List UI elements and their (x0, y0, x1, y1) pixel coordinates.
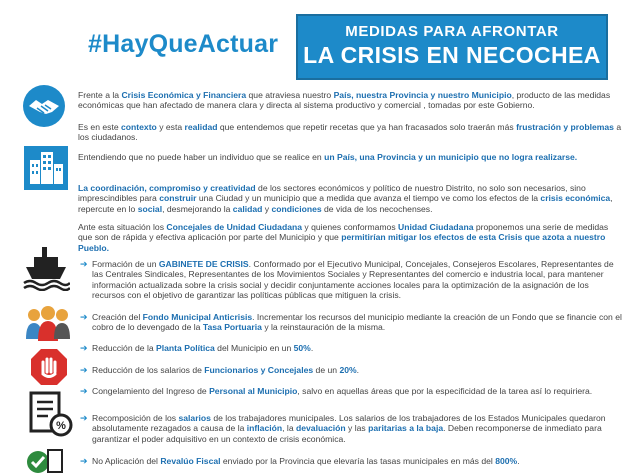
body-text: Creación del (92, 312, 143, 322)
highlighted-text: permitirían mitigar los efectos de esta Crisis que azota a nuestro Pueblo. (78, 232, 606, 253)
body-text: y las (345, 423, 369, 434)
highlighted-text: 800% (495, 456, 518, 466)
body-text: y (262, 203, 272, 214)
highlighted-text: salarios (178, 413, 211, 423)
measure-item-6 (80, 413, 622, 444)
body-text: Es en este (78, 122, 121, 132)
highlighted-text: GABINETE DE CRISIS (158, 259, 249, 269)
arrow-icon: ➔ (80, 259, 88, 269)
highlighted-text: Tasa Portuaria (202, 322, 262, 333)
highlighted-text: Crisis Económica y Financiera (121, 90, 247, 100)
buildings-icon (24, 146, 68, 190)
body-text: una Ciudad y un municipio que a medida que avanza el tiempo ve como los efectos de la (196, 193, 541, 204)
arrow-icon: ➔ (80, 413, 88, 423)
body-text: y quienes conformamos (302, 222, 399, 232)
highlighted-text: contexto (121, 122, 157, 132)
intro-paragraph-2 (78, 122, 623, 143)
intro-paragraph-4 (78, 183, 623, 214)
stop-hand-icon (30, 348, 68, 386)
body-text: No Aplicación del (92, 456, 161, 466)
highlighted-text: 20% (339, 365, 357, 375)
body-text: de los sectores económicos y político de nuestro Distrito, no solo son necesarios, sino imprescindibles para (78, 183, 586, 204)
highlighted-text: Unidad Ciudadana (398, 222, 474, 232)
title-banner (296, 14, 608, 80)
banner-line-2: LA CRISIS EN NECOCHEA (303, 42, 601, 68)
highlighted-text: inflación (246, 423, 283, 434)
body-text: y esta (156, 122, 185, 132)
highlighted-text: Fondo Municipal Anticrisis (142, 312, 253, 322)
banner-line-1: MEDIDAS PARA AFRONTAR (345, 23, 559, 40)
intro-paragraph-5 (78, 222, 623, 253)
body-text: . Deben recomponerse de inmediato para garantizar el poder adquisitivo en un contexto de crisis económica. (92, 423, 602, 444)
highlighted-text: paritarias a la baja (368, 423, 444, 434)
highlighted-text: País, nuestra Provincia y nuestro Municipio (333, 90, 512, 100)
percent-document-icon (28, 390, 74, 438)
body-text: del Municipio en un (214, 343, 294, 353)
body-text: . Incrementar los recursos del municipio mediante la creación de un Fondo que se financie con el cobro de lo devengado de la (92, 312, 622, 333)
highlighted-text: realidad (184, 122, 218, 132)
body-text: . (517, 456, 520, 466)
highlighted-text: calidad (232, 203, 263, 214)
body-text: de vida de los necochenses. (321, 203, 433, 214)
body-text: Recomposición de los (92, 413, 179, 423)
body-text: , salvo en aquellas áreas que por la especificidad de la tarea así lo requiriera. (297, 386, 593, 396)
arrow-icon: ➔ (80, 456, 88, 466)
body-text: de los trabajadores municipales. Los salarios de los trabajadores de los Estados Municipales quedaron absolutamente rezagados a causa de la (92, 413, 606, 434)
highlighted-text: devaluación (296, 423, 346, 434)
highlighted-text: frustración y problemas (516, 122, 614, 132)
body-text: , desmejorando la (162, 203, 233, 214)
body-text: , repercute en lo (78, 193, 613, 214)
highlighted-text: La coordinación, compromiso y creatividad (78, 183, 256, 193)
body-text: Frente a la (78, 90, 122, 100)
body-text: a los ciudadanos. (78, 122, 622, 143)
body-text: y la reinstauración de la misma. (261, 322, 386, 333)
body-text: enviado por la Provincia que elevaría las tasas municipales en más del (220, 456, 496, 466)
body-text: que entendemos que repetir recetas que ya han fracasados solo traerán más (217, 122, 517, 132)
body-text: , producto de las medidas económicas que han afectado de manera clara y directa al sistema productivo y comercial , tomadas por este Gobierno. (78, 90, 611, 111)
svg-text:%: % (56, 420, 66, 432)
body-text: . Conformado por el Ejecutivo Municipal, Concejales, Consejeros Escolares, Representantes de las Centrales Sindicales, Representantes de los Movimientos Sociales y Representantes del comercio e industria local, para mantener información actualizada sobre la crisis social y decidir conjuntamente acciones locales para la optimización de la asignación de los recursos con el objetivo de garantizar las políticas públicas que mitiguen la crisis. (92, 259, 614, 301)
highlighted-text: social (137, 203, 163, 214)
highlighted-text: Funcionarios y Concejales (204, 365, 314, 375)
intro-paragraph-1 (78, 90, 623, 111)
handshake-icon (22, 84, 66, 128)
hashtag-title: #HayQueActuar (88, 30, 279, 58)
body-text: Congelamiento del Ingreso de (92, 386, 210, 396)
measure-item-3 (80, 343, 622, 353)
body-text: que atraviesa nuestro (246, 90, 334, 100)
measure-item-1 (80, 259, 622, 301)
body-text: Formación de un (92, 259, 159, 269)
body-text: de un (313, 365, 340, 375)
measure-item-2 (80, 312, 622, 333)
body-text: . (310, 343, 314, 353)
highlighted-text: Revalúo Fiscal (160, 456, 221, 466)
body-text: Ante esta situación los (78, 222, 167, 232)
body-text: Entendiendo que no puede haber un individuo que se realice en (78, 152, 325, 162)
measure-item-4 (80, 365, 622, 375)
measure-item-7 (80, 456, 622, 466)
ship-icon (22, 243, 70, 291)
arrow-icon: ➔ (80, 386, 88, 396)
people-group-icon (24, 303, 72, 343)
intro-paragraph-3 (78, 152, 623, 162)
check-document-icon (26, 446, 66, 474)
body-text: . (356, 365, 360, 375)
arrow-icon: ➔ (80, 365, 88, 375)
highlighted-text: crisis económica (540, 193, 611, 204)
highlighted-text: Concejales de Unidad Ciudadana (166, 222, 303, 232)
body-text: Reducción de los salarios de (92, 365, 205, 375)
highlighted-text: Planta Política (156, 343, 215, 353)
highlighted-text: condiciones (271, 203, 322, 214)
arrow-icon: ➔ (80, 312, 88, 322)
body-text: Reducción de la (92, 343, 157, 353)
highlighted-text: Personal al Municipio (209, 386, 298, 396)
highlighted-text: 50% (293, 343, 311, 353)
highlighted-text: construir (159, 193, 197, 204)
highlighted-text: un País, una Provincia y un municipio que no logra realizarse. (324, 152, 578, 162)
arrow-icon: ➔ (80, 343, 88, 353)
body-text: proponemos una serie de medidas que son de rápida y efectiva aplicación por parte del Municipio y que (78, 222, 609, 243)
measure-item-5 (80, 386, 622, 396)
body-text: , la (282, 423, 296, 434)
